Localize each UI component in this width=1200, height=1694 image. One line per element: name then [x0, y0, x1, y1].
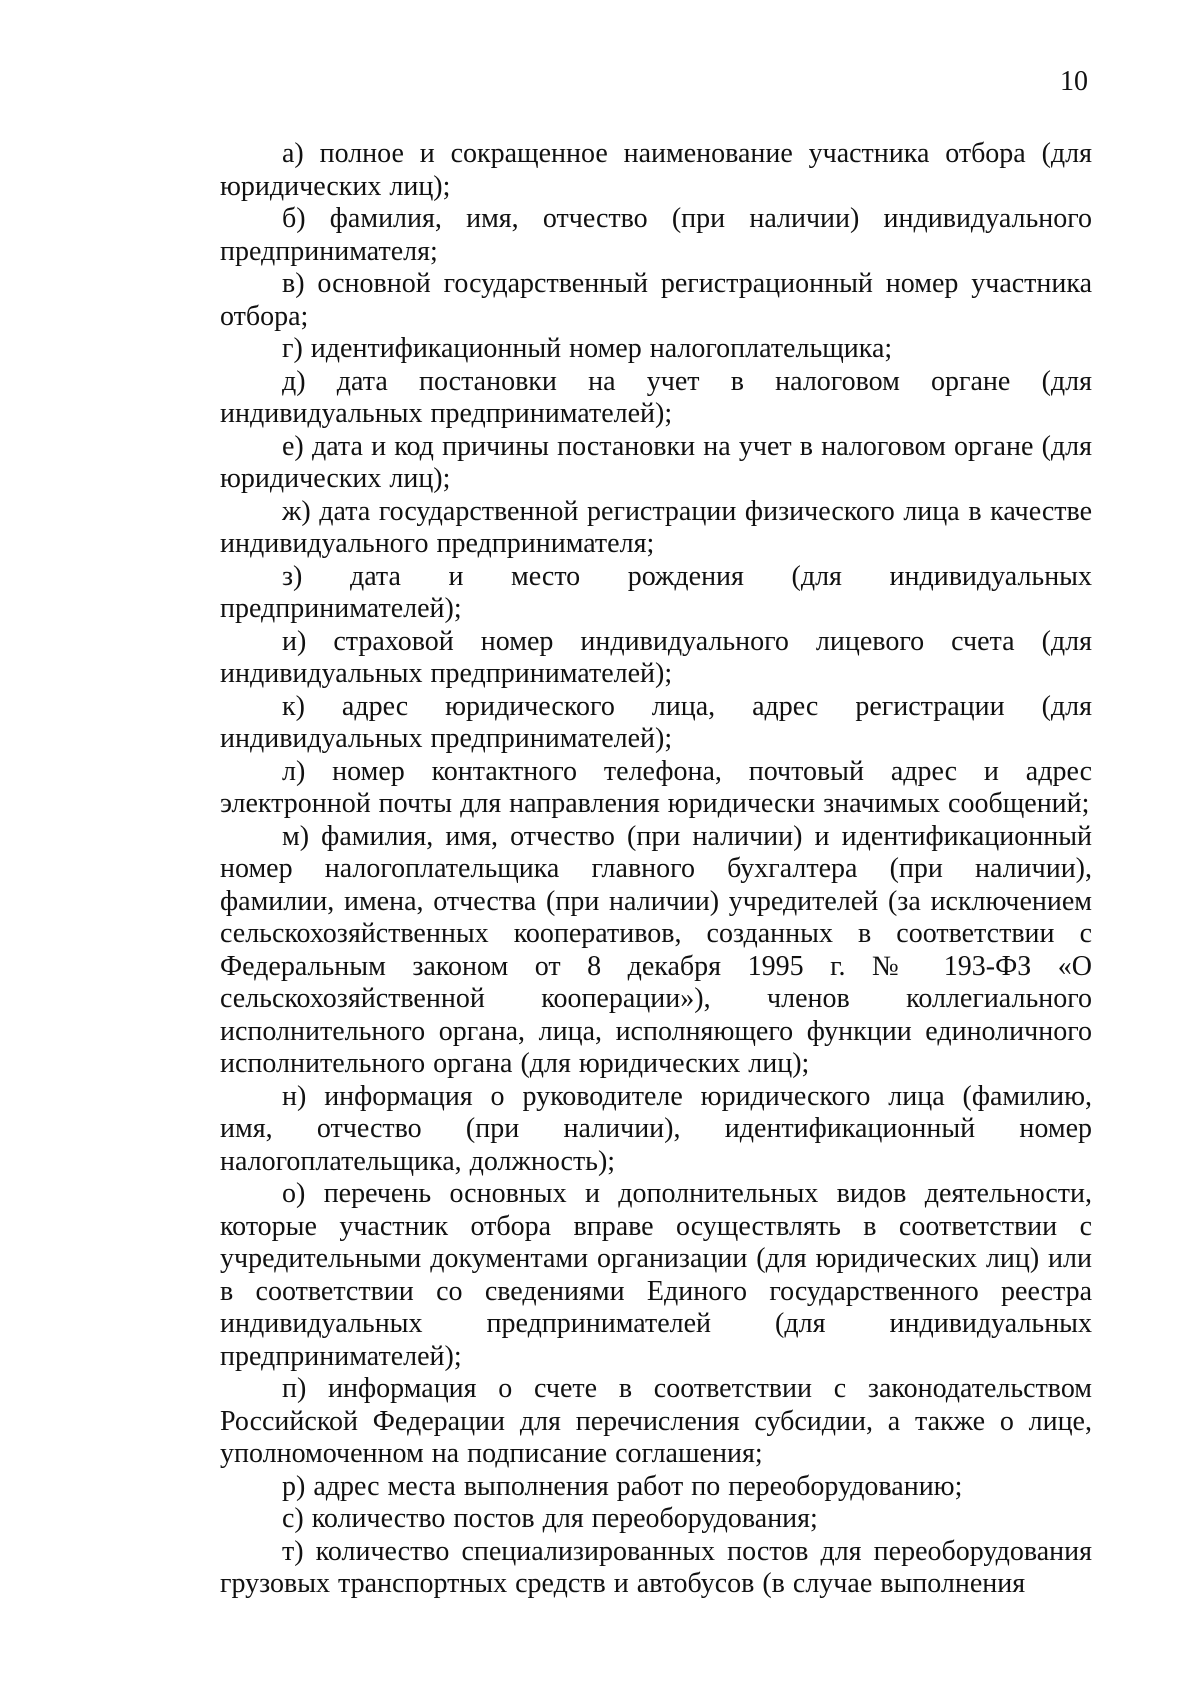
list-item-i: и) страховой номер индивидуального лицевого счета (для индивидуальных предпринимателей); [220, 625, 1092, 689]
list-item-p: п) информация о счете в соответствии с законодательством Российской Федерации для перечисления субсидии, а также о лице, уполномоченном на подписание соглашения; [220, 1373, 1092, 1469]
list-item-z: з) дата и место рождения (для индивидуальных предпринимателей); [220, 560, 1092, 624]
list-item-a: а) полное и сокращенное наименование участника отбора (для юридических лиц); [220, 138, 1092, 202]
list-item-g: г) идентификационный номер налогоплательщика; [282, 333, 893, 364]
list-item-t: т) количество специализированных постов для переоборудования грузовых транспортных средств и автобусов (в случае выполнения [220, 1535, 1092, 1599]
document-body [220, 138, 1092, 1601]
page-number: 10 [1060, 66, 1088, 97]
list-item-m: м) фамилия, имя, отчество (при наличии) и идентификационный номер налогоплательщика главного бухгалтера (при наличии), фамилии, имена, отчества (при наличии) учредителей (за исключением сельскохозяйственных кооперативов, созданных в соответствии с Федеральным законом от 8 декабря 1995 г. № 193-ФЗ «О сельскохозяйственной кооперации»), членов коллегиального исполнительного органа, лица, исполняющего функции единоличного исполнительного органа (для юридических лиц); [220, 820, 1092, 1079]
list-item-o: о) перечень основных и дополнительных видов деятельности, которые участник отбора вправе осуществлять в соответствии с учредительными документами организации (для юридических лиц) или в соответствии со сведениями Единого государственного реестра индивидуальных предпринимателей (для индивидуальных предпринимателей); [220, 1178, 1092, 1372]
list-item-e: е) дата и код причины постановки на учет в налоговом органе (для юридических лиц); [220, 430, 1092, 494]
list-item-n: н) информация о руководителе юридического лица (фамилию, имя, отчество (при наличии), идентификационный номер налогоплательщика, должность); [220, 1080, 1092, 1177]
list-item-l: л) номер контактного телефона, почтовый адрес и адрес электронной почты для направления юридически значимых сообщений; [220, 755, 1092, 819]
list-item-d: д) дата постановки на учет в налоговом органе (для индивидуальных предпринимателей); [220, 365, 1092, 429]
list-item-b: б) фамилия, имя, отчество (при наличии) индивидуального предпринимателя; [220, 203, 1092, 267]
list-item-zh: ж) дата государственной регистрации физического лица в качестве индивидуального предпринимателя; [220, 495, 1092, 559]
list-item-s: с) количество постов для переоборудования; [282, 1503, 818, 1534]
list-item-r: р) адрес места выполнения работ по переоборудованию; [282, 1470, 963, 1502]
list-item-v: в) основной государственный регистрационный номер участника отбора; [220, 268, 1092, 332]
list-item-k: к) адрес юридического лица, адрес регистрации (для индивидуальных предпринимателей); [220, 690, 1092, 754]
